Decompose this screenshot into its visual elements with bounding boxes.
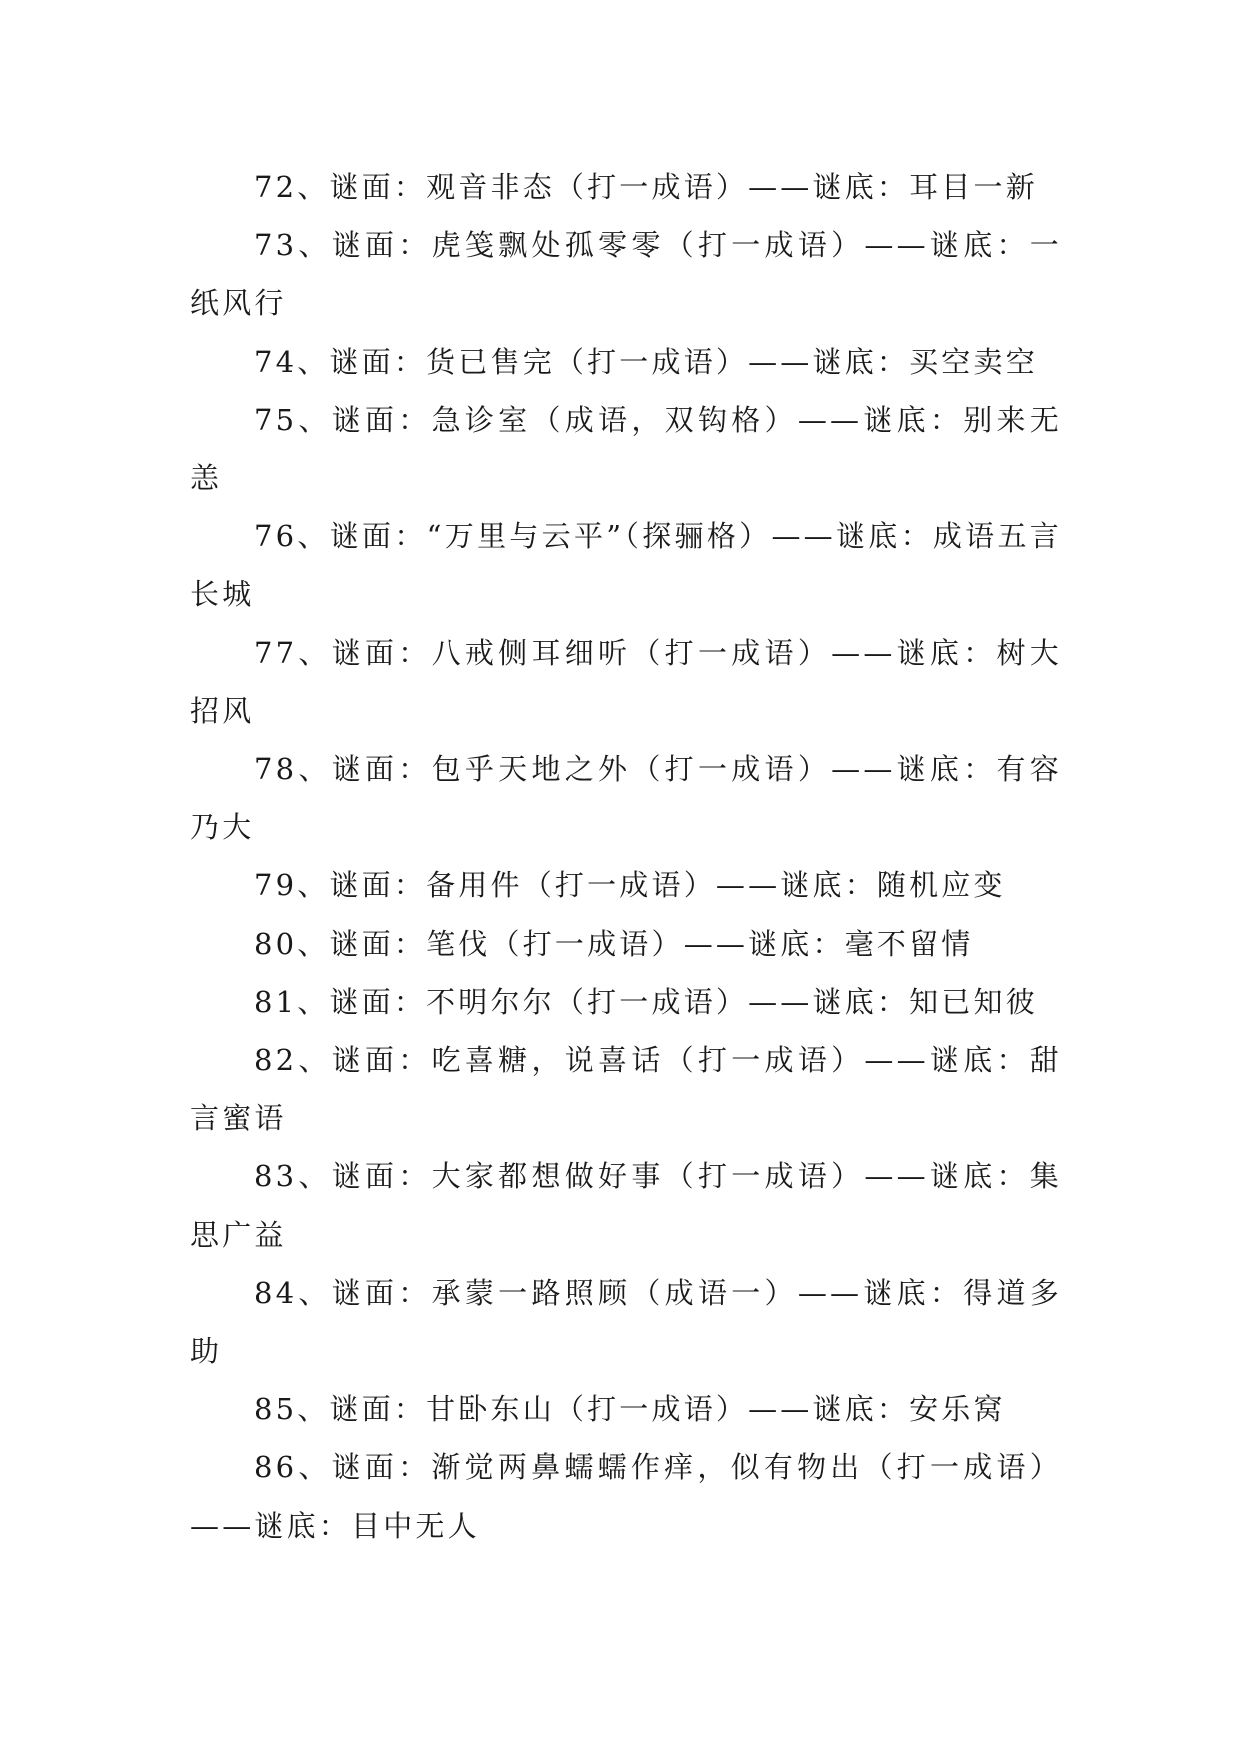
riddle-80: 80、谜面：笔伐（打一成语）——谜底：毫不留情	[254, 926, 974, 961]
riddle-73: 73、谜面：虎笺飘处孤零零（打一成语）——谜底：一纸风行	[190, 228, 1062, 321]
riddle-86: 86、谜面：渐觉两鼻蠕蠕作痒，似有物出（打一成语）——谜底：目中无人	[190, 1450, 1062, 1543]
riddle-list	[190, 158, 1062, 1555]
riddle-82: 82、谜面：吃喜糖，说喜话（打一成语）——谜底：甜言蜜语	[190, 1043, 1062, 1136]
riddle-76: 76、谜面：“万里与云平”（探骊格）——谜底：成语五言长城	[190, 519, 1062, 612]
riddle-78: 78、谜面：包乎天地之外（打一成语）——谜底：有容乃大	[190, 752, 1062, 845]
riddle-75: 75、谜面：急诊室（成语，双钩格）——谜底：别来无恙	[190, 402, 1062, 496]
riddle-84: 84、谜面：承蒙一路照顾（成语一）——谜底：得道多助	[190, 1275, 1062, 1369]
riddle-83: 83、谜面：大家都想做好事（打一成语）——谜底：集思广益	[190, 1159, 1062, 1252]
riddle-74: 74、谜面：货已售完（打一成语）——谜底：买空卖空	[254, 344, 1038, 379]
riddle-79: 79、谜面：备用件（打一成语）——谜底：随机应变	[254, 868, 1006, 903]
riddle-72: 72、谜面：观音非态（打一成语）——谜底：耳目一新	[254, 170, 1038, 204]
riddle-81: 81、谜面：不明尔尔（打一成语）——谜底：知已知彼	[254, 984, 1038, 1019]
riddle-85: 85、谜面：甘卧东山（打一成语）——谜底：安乐窝	[254, 1392, 1006, 1427]
riddle-77: 77、谜面：八戒侧耳细听（打一成语）——谜底：树大招风	[190, 635, 1062, 728]
